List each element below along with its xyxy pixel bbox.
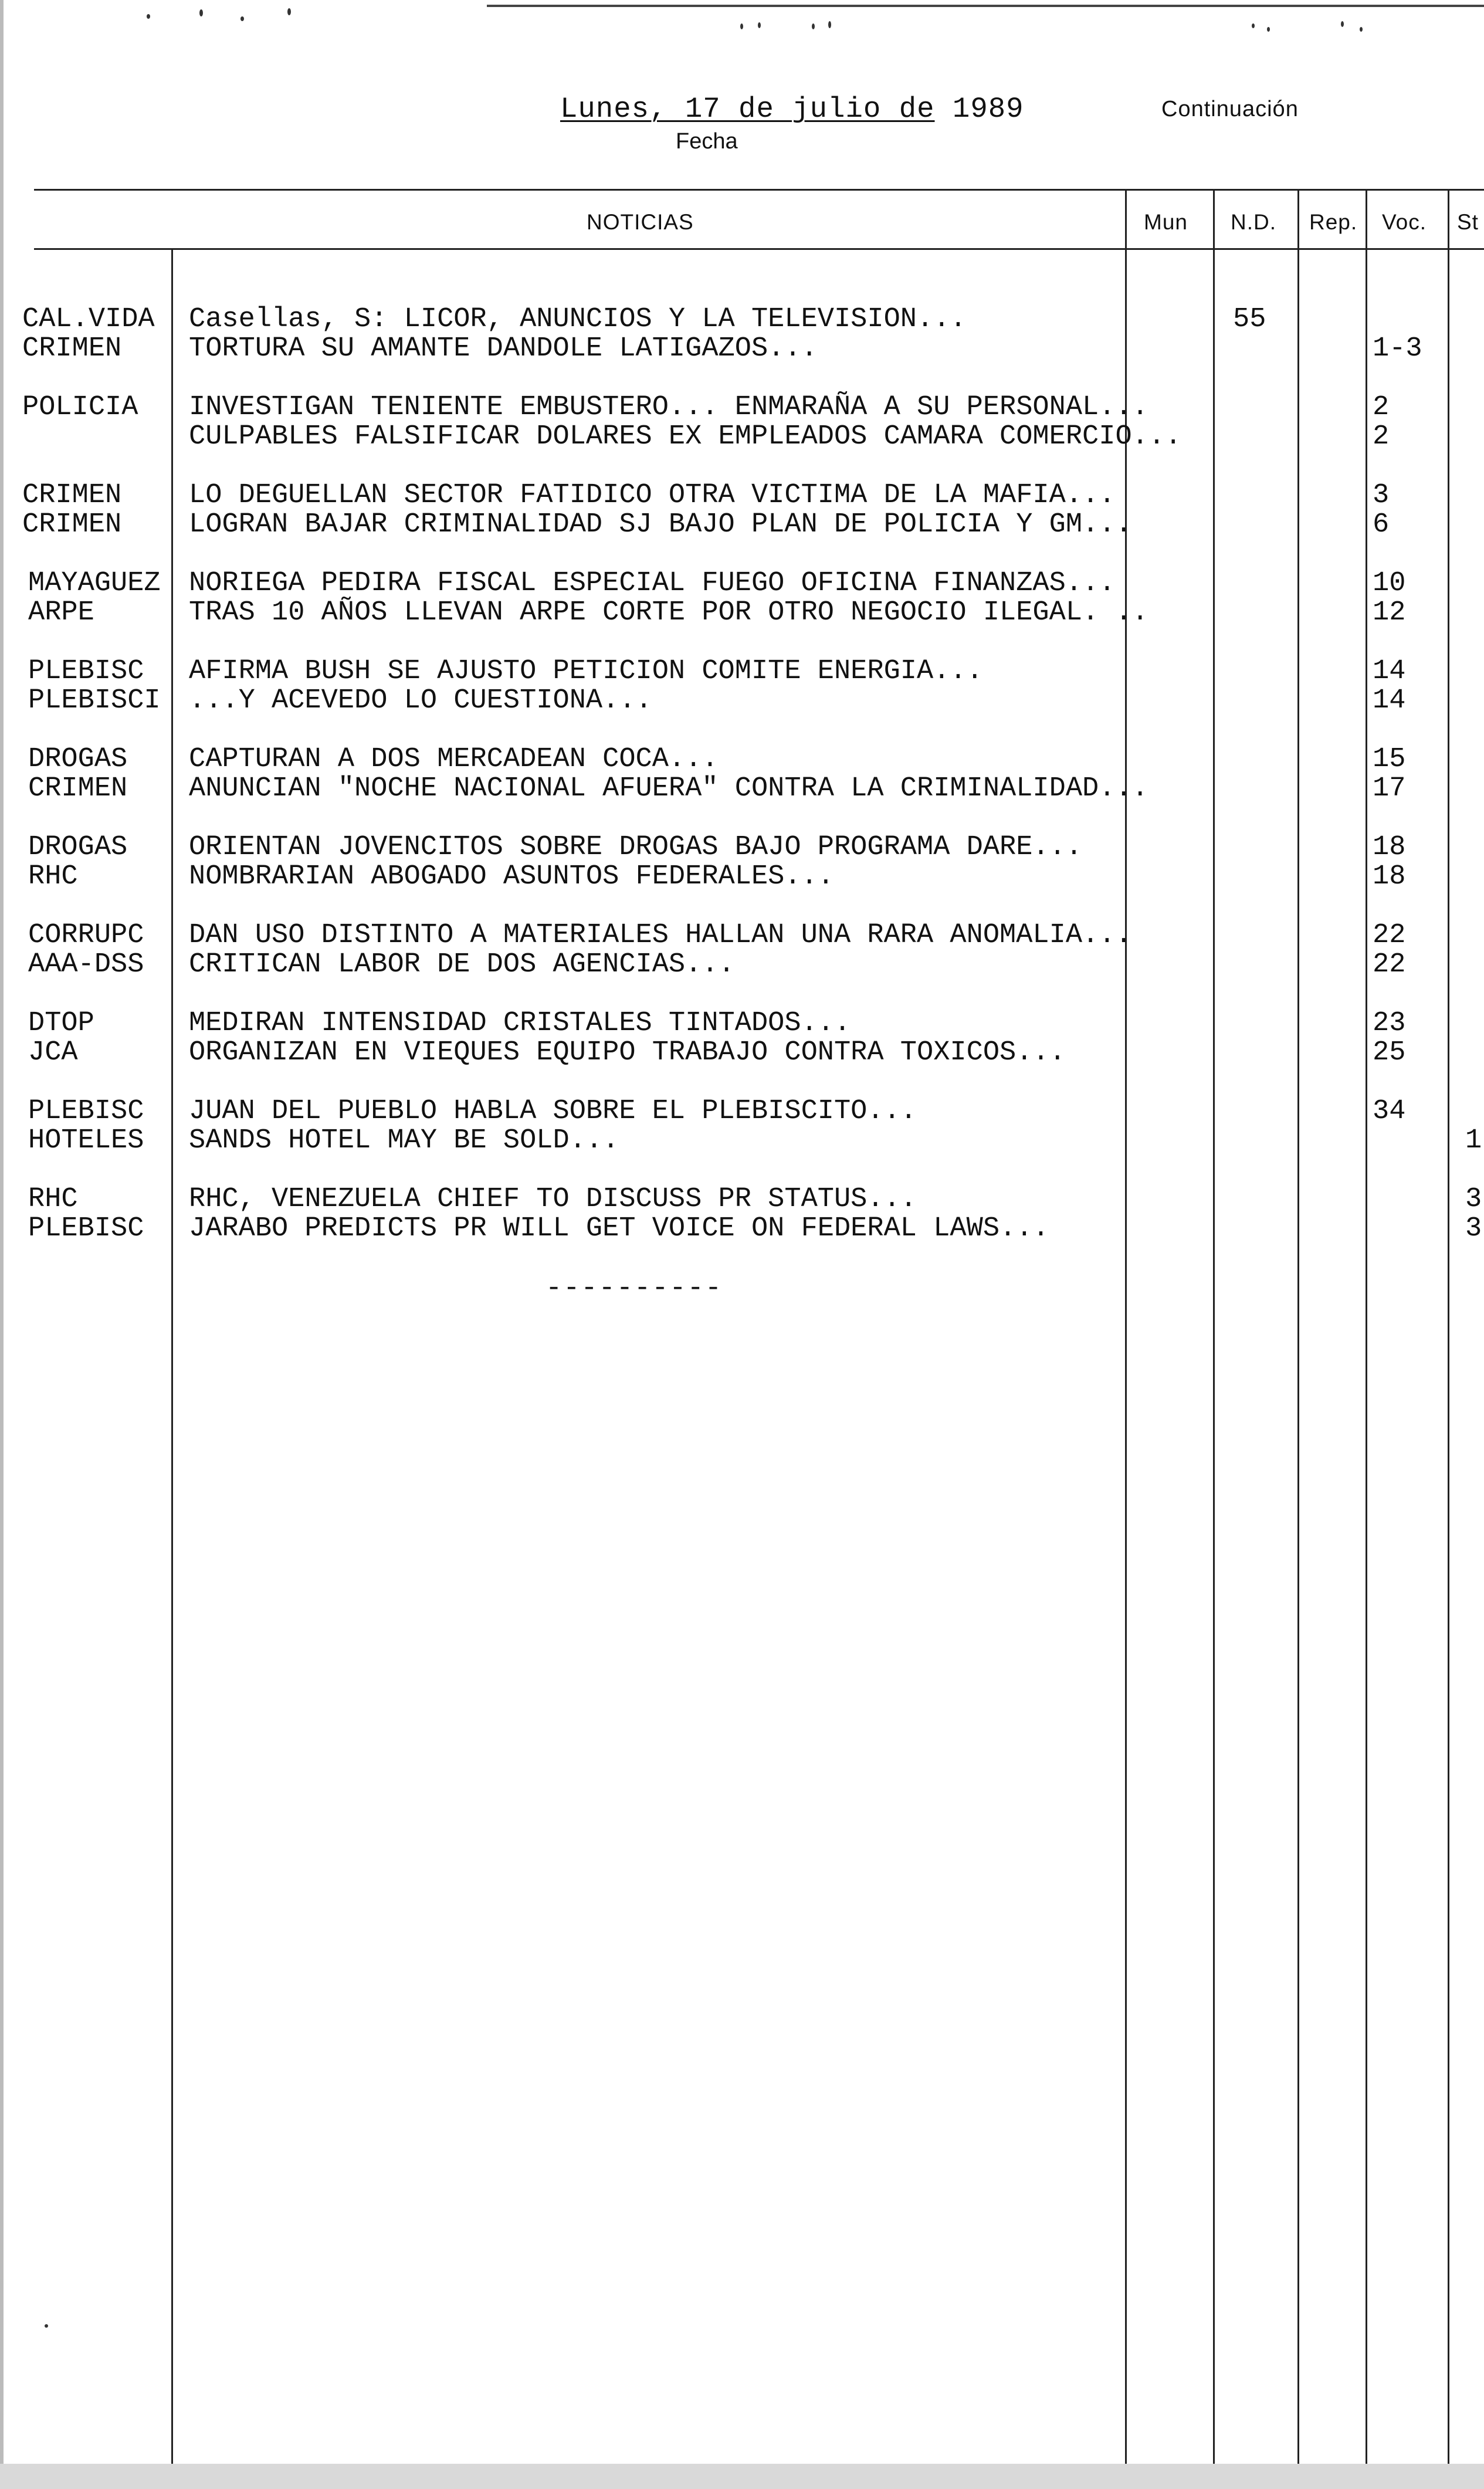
row-title: ANUNCIAN "NOCHE NACIONAL AFUERA" CONTRA LA CRIMINALIDAD... [189,773,1148,804]
row-category: CRIMEN [22,333,122,364]
table-top-rule [34,189,1484,191]
fecha-label: Fecha [676,129,738,154]
col-header-rep: Rep. [1309,210,1358,234]
scan-speck [1267,27,1270,32]
row-voc: 22 [1373,920,1406,951]
row-category: PLEBISC [28,1096,144,1127]
row-category: PLEBISC [28,1213,144,1244]
table-header-rule [34,248,1484,250]
row-title: JARABO PREDICTS PR WILL GET VOICE ON FEDERAL LAWS... [189,1213,1049,1244]
row-category: DTOP [28,1008,94,1039]
row-category: CORRUPC [28,920,144,951]
row-title: ORIENTAN JOVENCITOS SOBRE DROGAS BAJO PROGRAMA DARE... [189,832,1083,863]
report-date-text: Lunes, 17 de julio de [560,93,935,126]
row-title: CRITICAN LABOR DE DOS AGENCIAS... [189,949,735,980]
row-category: PLEBISCI [28,685,161,716]
col-header-voc: Voc. [1382,210,1427,234]
row-voc: 18 [1373,861,1406,892]
scan-speck [740,23,743,29]
row-voc: 10 [1373,568,1406,599]
col-header-mun: Mun [1144,210,1188,234]
col-header-st: St [1457,210,1479,234]
row-title: SANDS HOTEL MAY BE SOLD... [189,1125,619,1156]
top-edge-line [487,5,1484,7]
row-voc: 12 [1373,597,1406,628]
row-category: CRIMEN [28,773,128,804]
row-nd: 55 [1233,304,1266,335]
row-title: DAN USO DISTINTO A MATERIALES HALLAN UNA RARA ANOMALIA... [189,920,1132,951]
col-divider-nd [1213,189,1215,2477]
scan-speck [1252,23,1255,28]
row-voc: 22 [1373,949,1406,980]
row-category: CAL.VIDA [22,304,155,335]
row-title: AFIRMA BUSH SE AJUSTO PETICION COMITE ENERGIA... [189,656,983,687]
row-title: INVESTIGAN TENIENTE EMBUSTERO... ENMARAÑA A SU PERSONAL... [189,392,1148,423]
scan-bottom-band [0,2464,1484,2489]
row-category: DROGAS [28,744,128,775]
row-voc: 15 [1373,744,1406,775]
row-title: NORIEGA PEDIRA FISCAL ESPECIAL FUEGO OFICINA FINANZAS... [189,568,1116,599]
scan-speck [240,16,244,21]
row-title: RHC, VENEZUELA CHIEF TO DISCUSS PR STATUS... [189,1184,917,1215]
col-header-nd: N.D. [1231,210,1276,234]
row-voc: 1-3 [1373,333,1422,364]
row-voc: 25 [1373,1037,1406,1068]
col-header-noticias: NOTICIAS [587,210,694,234]
row-category: DROGAS [28,832,128,863]
row-title: LO DEGUELLAN SECTOR FATIDICO OTRA VICTIMA DE LA MAFIA... [189,480,1116,511]
row-title: LOGRAN BAJAR CRIMINALIDAD SJ BAJO PLAN DE POLICIA Y GM... [189,509,1132,540]
row-category: RHC [28,861,78,892]
row-title: CULPABLES FALSIFICAR DOLARES EX EMPLEADOS CAMARA COMERCIO... [189,421,1182,452]
row-voc: 2 [1373,392,1390,423]
row-voc: 18 [1373,832,1406,863]
report-year: 1989 [952,93,1024,126]
col-divider-category [171,248,173,2477]
row-voc: 2 [1373,421,1390,452]
scan-speck [1360,27,1363,32]
row-title: TRAS 10 AÑOS LLEVAN ARPE CORTE POR OTRO NEGOCIO ILEGAL. .. [189,597,1148,628]
row-category: MAYAGUEZ [28,568,161,599]
scan-speck [147,14,150,19]
row-category: CRIMEN [22,509,122,540]
row-title: Casellas, S: LICOR, ANUNCIOS Y LA TELEVISION... [189,304,967,335]
row-title: ...Y ACEVEDO LO CUESTIONA... [189,685,652,716]
col-divider-st [1448,189,1449,2477]
row-category: AAA-DSS [28,949,144,980]
row-category: CRIMEN [22,480,122,511]
row-voc: 14 [1373,685,1406,716]
row-title: JUAN DEL PUEBLO HABLA SOBRE EL PLEBISCITO... [189,1096,917,1127]
row-title: MEDIRAN INTENSIDAD CRISTALES TINTADOS... [189,1008,851,1039]
row-category: POLICIA [22,392,138,423]
row-voc: 14 [1373,656,1406,687]
scan-speck [828,21,831,28]
row-title: NOMBRARIAN ABOGADO ASUNTOS FEDERALES... [189,861,834,892]
scan-speck [1341,21,1344,27]
row-category: JCA [28,1037,78,1068]
row-st: 3 [1465,1213,1482,1244]
scan-speck [812,23,815,29]
scan-speck [758,22,761,28]
row-voc: 6 [1373,509,1390,540]
row-title: ORGANIZAN EN VIEQUES EQUIPO TRABAJO CONTRA TOXICOS... [189,1037,1066,1068]
end-separator: ---------- [546,1273,723,1304]
row-title: CAPTURAN A DOS MERCADEAN COCA... [189,744,719,775]
row-category: PLEBISC [28,656,144,687]
row-category: ARPE [28,597,94,628]
row-st: 3 [1465,1184,1482,1215]
row-voc: 34 [1373,1096,1406,1127]
scan-speck [45,2324,48,2328]
col-divider-voc [1366,189,1367,2477]
scan-edge [0,0,4,2489]
report-date [560,93,1024,126]
row-category: RHC [28,1184,78,1215]
row-category: HOTELES [28,1125,144,1156]
scan-speck [199,9,203,16]
row-st: 1 [1465,1125,1482,1156]
continuation-label: Continuación [1161,97,1299,121]
row-title: TORTURA SU AMANTE DANDOLE LATIGAZOS... [189,333,818,364]
col-divider-rep [1297,189,1299,2477]
row-voc: 3 [1373,480,1390,511]
row-voc: 17 [1373,773,1406,804]
row-voc: 23 [1373,1008,1406,1039]
scan-speck [287,8,291,15]
